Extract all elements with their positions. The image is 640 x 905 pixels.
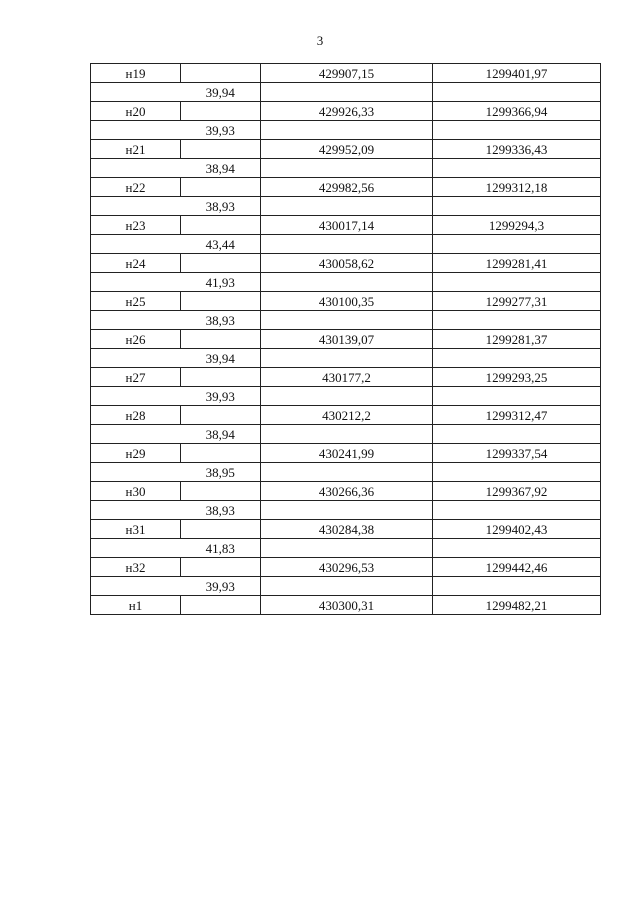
y-coordinate-cell-empty bbox=[433, 425, 601, 444]
table-row-distance bbox=[91, 577, 601, 596]
y-coordinate-cell: 1299337,54 bbox=[433, 444, 601, 463]
distance-cell-empty bbox=[181, 482, 261, 501]
distance-cell-empty bbox=[181, 64, 261, 83]
y-coordinate-cell-empty bbox=[433, 463, 601, 482]
point-name-cell: н32 bbox=[91, 558, 181, 577]
y-coordinate-cell: 1299367,92 bbox=[433, 482, 601, 501]
distance-cell: 41,93 bbox=[181, 273, 261, 292]
table-row-point bbox=[91, 520, 601, 539]
y-coordinate-cell-empty bbox=[433, 83, 601, 102]
y-coordinate-cell-empty bbox=[433, 273, 601, 292]
x-coordinate-cell: 430284,38 bbox=[261, 520, 433, 539]
x-coordinate-cell: 430058,62 bbox=[261, 254, 433, 273]
x-coordinate-cell: 430139,07 bbox=[261, 330, 433, 349]
distance-cell-empty bbox=[181, 102, 261, 121]
x-coordinate-cell-empty bbox=[261, 387, 433, 406]
x-coordinate-cell: 430241,99 bbox=[261, 444, 433, 463]
x-coordinate-cell: 430296,53 bbox=[261, 558, 433, 577]
y-coordinate-cell-empty bbox=[433, 349, 601, 368]
point-name-cell-empty bbox=[91, 159, 181, 178]
x-coordinate-cell: 430212,2 bbox=[261, 406, 433, 425]
point-name-cell-empty bbox=[91, 121, 181, 140]
point-name-cell: н1 bbox=[91, 596, 181, 615]
table-row-distance bbox=[91, 539, 601, 558]
table-row-point bbox=[91, 102, 601, 121]
table-row-point bbox=[91, 140, 601, 159]
x-coordinate-cell: 430266,36 bbox=[261, 482, 433, 501]
table-row-distance bbox=[91, 349, 601, 368]
point-name-cell-empty bbox=[91, 463, 181, 482]
y-coordinate-cell-empty bbox=[433, 539, 601, 558]
point-name-cell-empty bbox=[91, 235, 181, 254]
point-name-cell: н20 bbox=[91, 102, 181, 121]
distance-cell: 38,93 bbox=[181, 501, 261, 520]
table-row-distance bbox=[91, 159, 601, 178]
distance-cell: 41,83 bbox=[181, 539, 261, 558]
point-name-cell-empty bbox=[91, 83, 181, 102]
point-name-cell: н28 bbox=[91, 406, 181, 425]
x-coordinate-cell-empty bbox=[261, 577, 433, 596]
coordinates-table-body bbox=[91, 64, 601, 615]
y-coordinate-cell: 1299277,31 bbox=[433, 292, 601, 311]
distance-cell-empty bbox=[181, 596, 261, 615]
table-row-point bbox=[91, 64, 601, 83]
y-coordinate-cell-empty bbox=[433, 235, 601, 254]
table-row-distance bbox=[91, 311, 601, 330]
table-row-distance bbox=[91, 83, 601, 102]
distance-cell: 43,44 bbox=[181, 235, 261, 254]
distance-cell: 38,94 bbox=[181, 425, 261, 444]
x-coordinate-cell: 430177,2 bbox=[261, 368, 433, 387]
y-coordinate-cell: 1299402,43 bbox=[433, 520, 601, 539]
table-row-point bbox=[91, 368, 601, 387]
x-coordinate-cell: 429907,15 bbox=[261, 64, 433, 83]
y-coordinate-cell-empty bbox=[433, 311, 601, 330]
point-name-cell-empty bbox=[91, 539, 181, 558]
y-coordinate-cell: 1299312,47 bbox=[433, 406, 601, 425]
distance-cell-empty bbox=[181, 216, 261, 235]
table-row-point bbox=[91, 482, 601, 501]
x-coordinate-cell: 430017,14 bbox=[261, 216, 433, 235]
y-coordinate-cell-empty bbox=[433, 121, 601, 140]
y-coordinate-cell: 1299482,21 bbox=[433, 596, 601, 615]
point-name-cell: н23 bbox=[91, 216, 181, 235]
distance-cell: 39,93 bbox=[181, 577, 261, 596]
distance-cell: 39,93 bbox=[181, 121, 261, 140]
y-coordinate-cell-empty bbox=[433, 159, 601, 178]
point-name-cell: н31 bbox=[91, 520, 181, 539]
distance-cell-empty bbox=[181, 330, 261, 349]
y-coordinate-cell: 1299401,97 bbox=[433, 64, 601, 83]
x-coordinate-cell: 430300,31 bbox=[261, 596, 433, 615]
point-name-cell: н25 bbox=[91, 292, 181, 311]
point-name-cell-empty bbox=[91, 577, 181, 596]
point-name-cell: н29 bbox=[91, 444, 181, 463]
point-name-cell-empty bbox=[91, 197, 181, 216]
distance-cell-empty bbox=[181, 368, 261, 387]
x-coordinate-cell: 429926,33 bbox=[261, 102, 433, 121]
table-row-distance bbox=[91, 387, 601, 406]
x-coordinate-cell-empty bbox=[261, 121, 433, 140]
point-name-cell: н19 bbox=[91, 64, 181, 83]
coordinates-table bbox=[90, 63, 601, 615]
point-name-cell-empty bbox=[91, 387, 181, 406]
distance-cell: 39,93 bbox=[181, 387, 261, 406]
distance-cell: 38,94 bbox=[181, 159, 261, 178]
x-coordinate-cell-empty bbox=[261, 311, 433, 330]
x-coordinate-cell: 429952,09 bbox=[261, 140, 433, 159]
x-coordinate-cell-empty bbox=[261, 235, 433, 254]
distance-cell-empty bbox=[181, 558, 261, 577]
point-name-cell-empty bbox=[91, 425, 181, 444]
x-coordinate-cell: 429982,56 bbox=[261, 178, 433, 197]
point-name-cell: н24 bbox=[91, 254, 181, 273]
x-coordinate-cell-empty bbox=[261, 197, 433, 216]
y-coordinate-cell-empty bbox=[433, 197, 601, 216]
point-name-cell-empty bbox=[91, 311, 181, 330]
distance-cell-empty bbox=[181, 178, 261, 197]
distance-cell-empty bbox=[181, 254, 261, 273]
point-name-cell: н21 bbox=[91, 140, 181, 159]
point-name-cell-empty bbox=[91, 273, 181, 292]
x-coordinate-cell-empty bbox=[261, 83, 433, 102]
distance-cell-empty bbox=[181, 444, 261, 463]
distance-cell-empty bbox=[181, 140, 261, 159]
table-row-distance bbox=[91, 425, 601, 444]
page-number: 3 bbox=[316, 33, 324, 48]
y-coordinate-cell-empty bbox=[433, 387, 601, 406]
table-row-point bbox=[91, 254, 601, 273]
point-name-cell-empty bbox=[91, 501, 181, 520]
distance-cell: 39,94 bbox=[181, 83, 261, 102]
point-name-cell-empty bbox=[91, 349, 181, 368]
y-coordinate-cell: 1299294,3 bbox=[433, 216, 601, 235]
table-row-distance bbox=[91, 463, 601, 482]
y-coordinate-cell: 1299281,37 bbox=[433, 330, 601, 349]
distance-cell: 39,94 bbox=[181, 349, 261, 368]
y-coordinate-cell: 1299442,46 bbox=[433, 558, 601, 577]
table-row-distance bbox=[91, 121, 601, 140]
table-row-point bbox=[91, 330, 601, 349]
table-row-distance bbox=[91, 197, 601, 216]
table-row-distance bbox=[91, 235, 601, 254]
x-coordinate-cell: 430100,35 bbox=[261, 292, 433, 311]
x-coordinate-cell-empty bbox=[261, 273, 433, 292]
distance-cell: 38,93 bbox=[181, 311, 261, 330]
table-row-point bbox=[91, 406, 601, 425]
table-row-point bbox=[91, 292, 601, 311]
point-name-cell: н26 bbox=[91, 330, 181, 349]
x-coordinate-cell-empty bbox=[261, 159, 433, 178]
table-row-point bbox=[91, 444, 601, 463]
y-coordinate-cell: 1299293,25 bbox=[433, 368, 601, 387]
y-coordinate-cell: 1299366,94 bbox=[433, 102, 601, 121]
table-row-point bbox=[91, 216, 601, 235]
table-row-point bbox=[91, 178, 601, 197]
distance-cell-empty bbox=[181, 406, 261, 425]
distance-cell: 38,95 bbox=[181, 463, 261, 482]
y-coordinate-cell: 1299312,18 bbox=[433, 178, 601, 197]
distance-cell-empty bbox=[181, 520, 261, 539]
y-coordinate-cell: 1299336,43 bbox=[433, 140, 601, 159]
point-name-cell: н22 bbox=[91, 178, 181, 197]
table-row-distance bbox=[91, 273, 601, 292]
x-coordinate-cell-empty bbox=[261, 463, 433, 482]
table-row-point bbox=[91, 558, 601, 577]
distance-cell: 38,93 bbox=[181, 197, 261, 216]
y-coordinate-cell-empty bbox=[433, 577, 601, 596]
x-coordinate-cell-empty bbox=[261, 425, 433, 444]
x-coordinate-cell-empty bbox=[261, 349, 433, 368]
table-row-point bbox=[91, 596, 601, 615]
table-row-distance bbox=[91, 501, 601, 520]
point-name-cell: н30 bbox=[91, 482, 181, 501]
y-coordinate-cell-empty bbox=[433, 501, 601, 520]
x-coordinate-cell-empty bbox=[261, 501, 433, 520]
point-name-cell: н27 bbox=[91, 368, 181, 387]
y-coordinate-cell: 1299281,41 bbox=[433, 254, 601, 273]
distance-cell-empty bbox=[181, 292, 261, 311]
x-coordinate-cell-empty bbox=[261, 539, 433, 558]
